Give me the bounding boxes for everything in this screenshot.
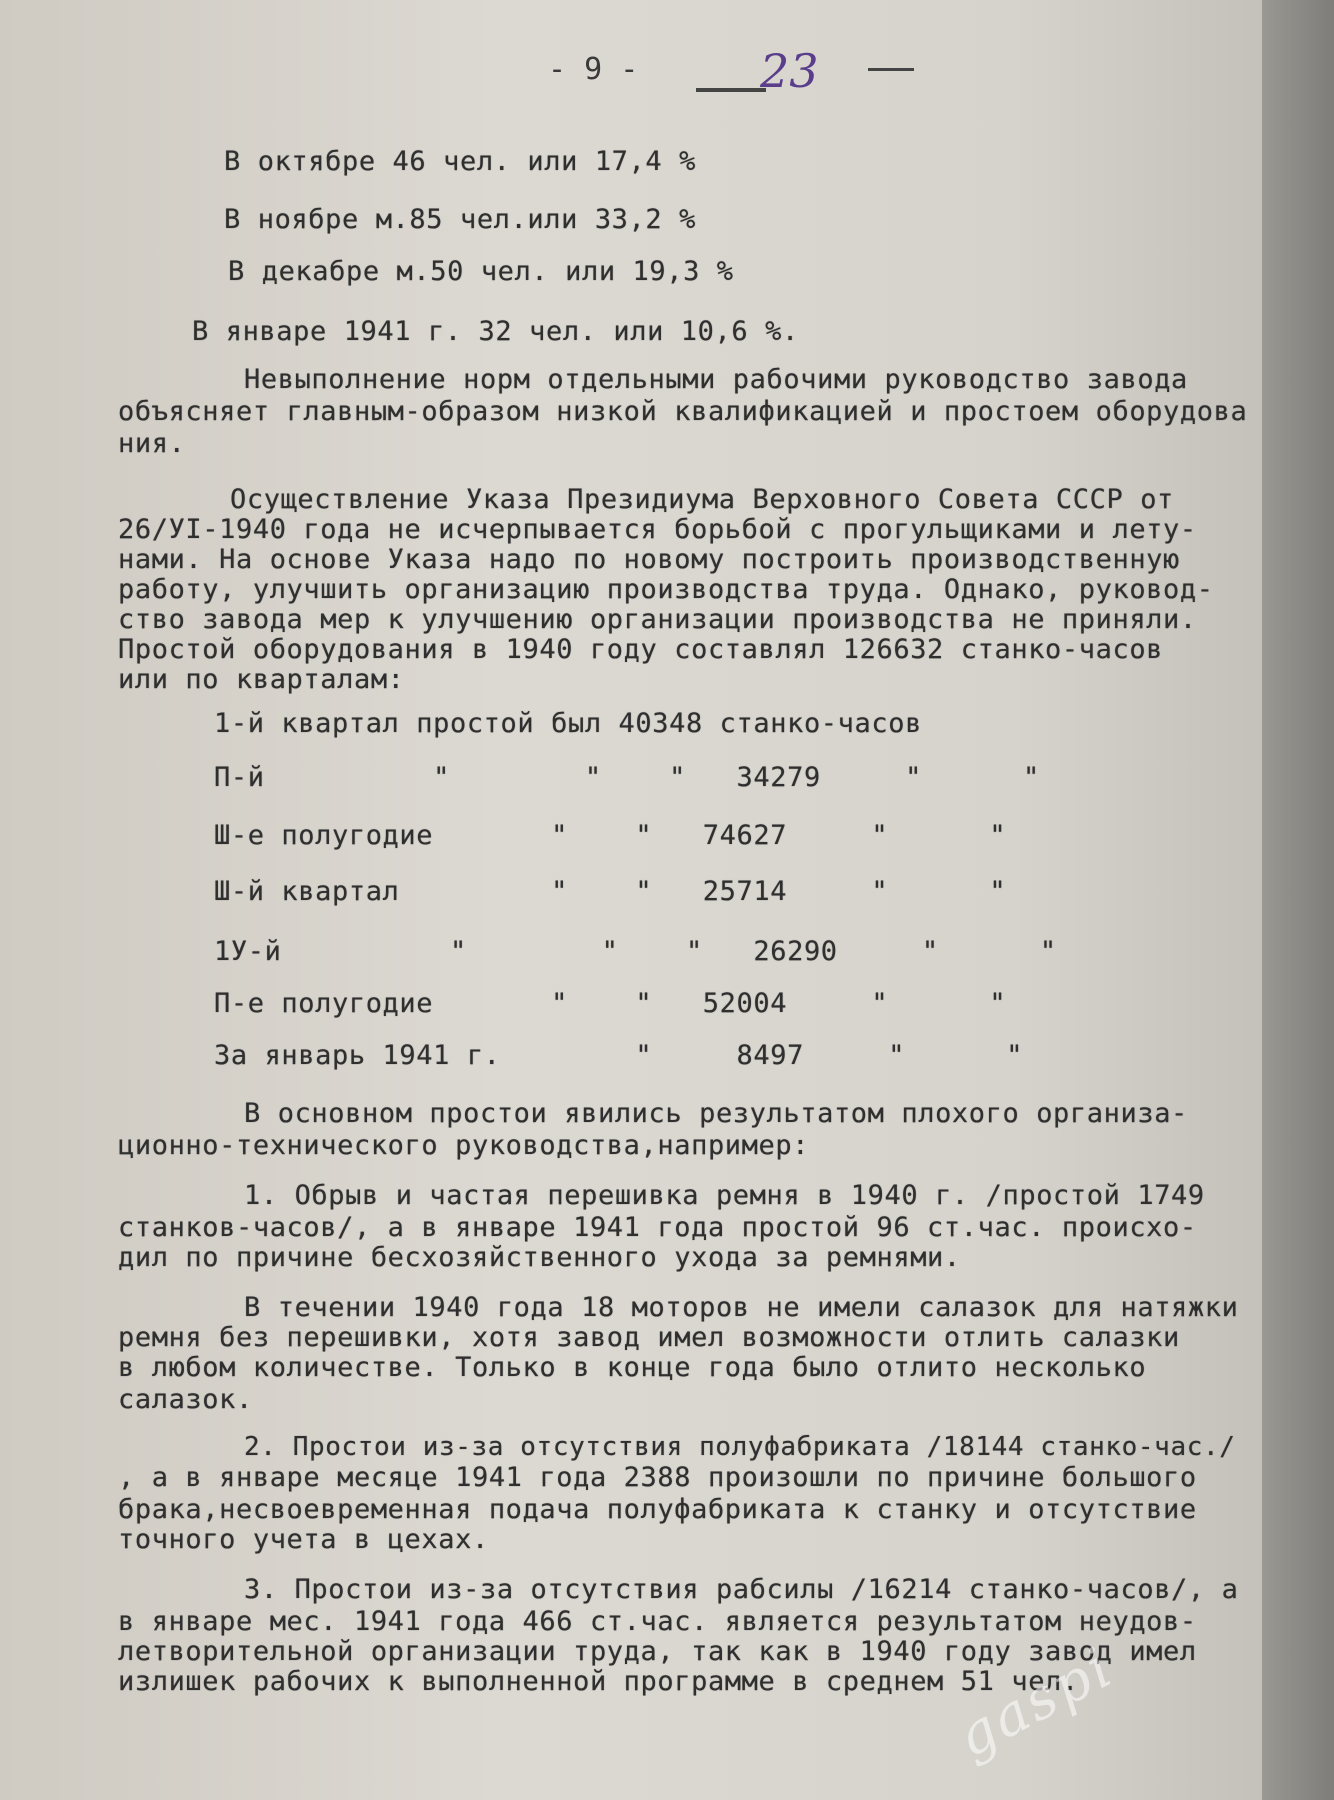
text-line: 26/УI-1940 года не исчерпывается борьбой с прогульщиками и лету- [118, 514, 1197, 545]
table-row: П-й " " " 34279 " " [214, 762, 1040, 793]
text-line: нами. На основе Указа надо по новому построить производственную [118, 544, 1180, 575]
stamp-dash-right [868, 68, 914, 71]
table-row: Ш-й квартал " " 25714 " " [214, 876, 1007, 907]
table-row: П-е полугодие " " 52004 " " [214, 988, 1007, 1019]
text-line: излишек рабочих к выполненной программе в среднем 51 чел. [118, 1666, 1079, 1697]
text-line: ционно-технического руководства,например: [118, 1130, 810, 1161]
text-line: 2. Простои из-за отсутствия полуфабриката /18144 станко-час./ [244, 1432, 1236, 1462]
text-line: или по кварталам: [118, 664, 405, 695]
text-line: Невыполнение норм отдельными рабочими руководство завода [244, 364, 1188, 395]
text-line: дил по причине бесхозяйственного ухода за ремнями. [118, 1242, 961, 1273]
text-line: В декабре м.50 чел. или 19,3 % [228, 256, 734, 287]
text-line: ство завода мер к улучшению организации производства не приняли. [118, 604, 1197, 635]
archive-page-number: 23 [760, 44, 819, 98]
text-line: летворительной организации труда, так как в 1940 году завод имел [118, 1636, 1197, 1667]
text-line: 1. Обрыв и частая перешивка ремня в 1940 г. /простой 1749 [244, 1180, 1205, 1211]
text-line: Простой оборудования в 1940 году составлял 126632 станко-часов [118, 634, 1164, 665]
text-line: В октябре 46 чел. или 17,4 % [224, 146, 696, 177]
table-row: Ш-е полугодие " " 74627 " " [214, 820, 1007, 851]
text-line: объясняет главным-образом низкой квалификацией и простоем оборудова [118, 396, 1248, 427]
text-line: , а в январе месяце 1941 года 2388 произошли по причине большого [118, 1462, 1197, 1493]
text-line: В январе 1941 г. 32 чел. или 10,6 %. [192, 316, 799, 347]
text-line: ния. [118, 428, 186, 459]
text-line: станков-часов/, а в январе 1941 года простой 96 ст.час. происхо- [118, 1212, 1197, 1243]
text-line: точного учета в цехах. [118, 1524, 489, 1555]
text-line: В течении 1940 года 18 моторов не имели салазок для натяжки [244, 1292, 1239, 1323]
stamp-dash-left [696, 88, 766, 92]
text-line: работу, улучшить организацию производства труда. Однако, руковод- [118, 574, 1214, 605]
text-line: салазок. [118, 1384, 253, 1415]
text-line: В ноябре м.85 чел.или 33,2 % [224, 204, 696, 235]
text-line: 3. Простои из-за отсутствия рабсилы /16214 станко-часов/, а [244, 1574, 1239, 1605]
text-line: ремня без перешивки, хотя завод имел возможности отлить салазки [118, 1322, 1180, 1353]
table-row: 1-й квартал простой был 40348 станко-часов [214, 708, 922, 739]
watermark-logo: gaspi [946, 1634, 1125, 1771]
table-row: 1У-й " " " 26290 " " [214, 936, 1057, 967]
text-line: В основном простои явились результатом плохого организа- [244, 1098, 1188, 1129]
table-row: За январь 1941 г. " 8497 " " [214, 1040, 1024, 1071]
text-line: брака,несвоевременная подача полуфабриката к станку и отсутствие [118, 1494, 1197, 1525]
text-line: в любом количестве. Только в конце года было отлито несколько [118, 1352, 1147, 1383]
page-edge-shadow [1262, 0, 1334, 1800]
page-number: - 9 - [548, 52, 639, 87]
text-line: Осуществление Указа Президиума Верховного Совета СССР от [230, 484, 1174, 515]
text-line: в январе мес. 1941 года 466 ст.час. является результатом неудов- [118, 1606, 1197, 1637]
